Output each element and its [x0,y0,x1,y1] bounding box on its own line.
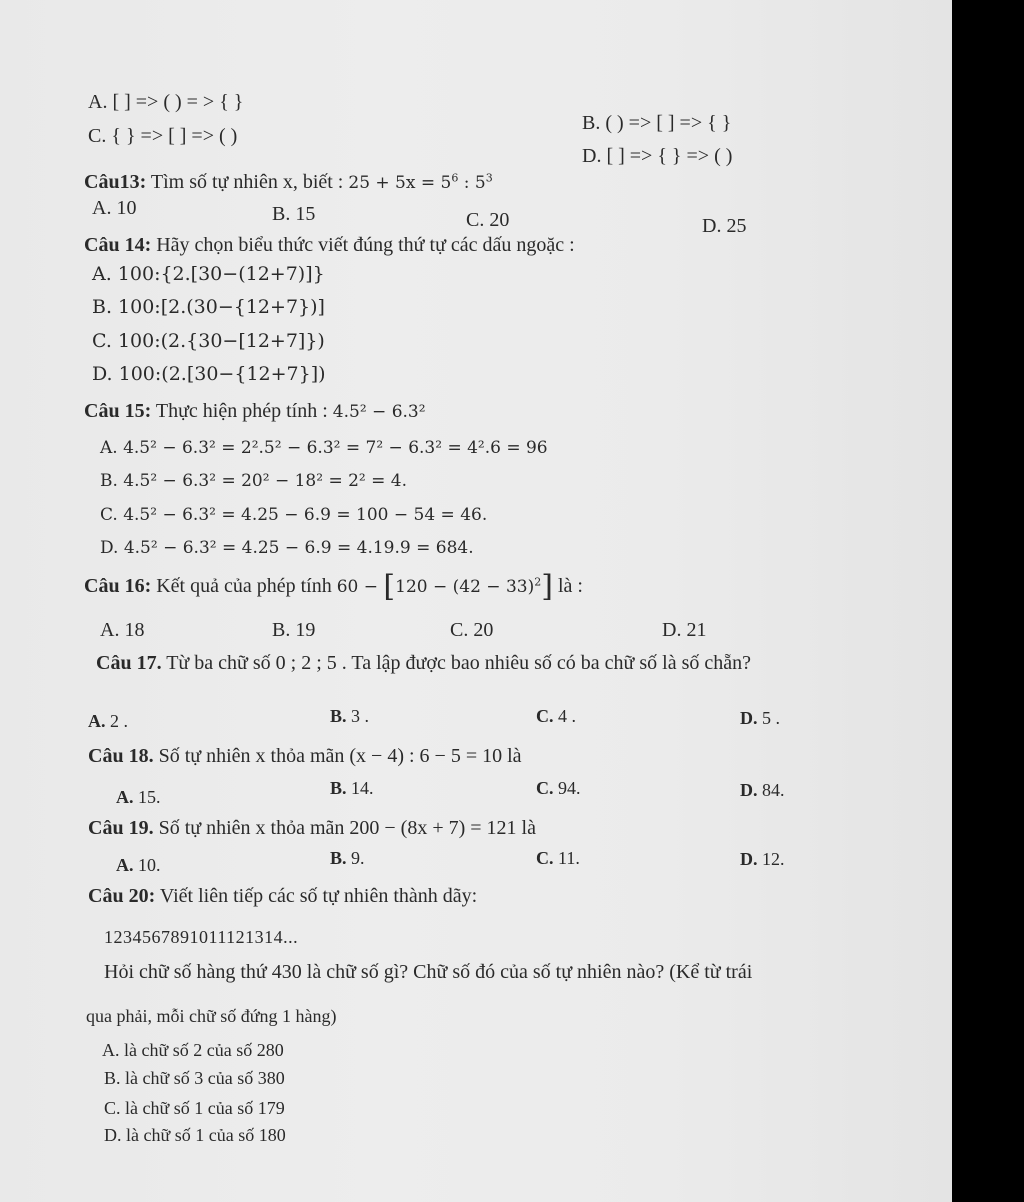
q15-option-c: C. 4.5² − 6.3² = 4.25 − 6.9 = 100 − 54 = 46. [100,505,488,525]
q13-option-d: D. 25 [702,215,747,237]
q15-option-a: A. 4.5² − 6.3² = 2².5² − 6.3² = 7² − 6.3² = 4².6 = 96 [100,438,548,458]
q16-option-c: C. 20 [450,619,494,641]
q19-option-b: B. 9. [330,848,365,868]
question-19 [88,816,536,840]
question-text: Tìm số tự nhiên x, biết : [150,171,344,193]
question-18 [88,744,522,768]
q19-option-c: C. 11. [536,848,580,868]
question-15 [84,399,426,424]
q17-option-a: A. 2 . [88,711,128,731]
q15-option-b: B. 4.5² − 6.3² = 20² − 18² = 2² = 4. [100,471,408,491]
top-option-a: A. [ ] => ( ) = > { } [88,91,244,113]
q14-option-b: B. 100:[2.(30−{12+7})] [92,296,325,318]
question-text: Từ ba chữ số 0 ; 2 ; 5 . Ta lập được bao nhiêu số có ba chữ số là số chẵn? [166,652,752,674]
q14-option-c: C. 100:(2.{30−[12+7]}) [92,330,325,352]
q18-option-a: A. 15. [116,787,161,807]
question-text: Viết liên tiếp các số tự nhiên thành dãy: [159,885,478,907]
q18-option-c: C. 94. [536,778,581,798]
top-option-d: D. [ ] => { } => ( ) [582,145,733,167]
q16-option-a: A. 18 [100,619,145,641]
question-16 [84,569,583,604]
question-text: Số tự nhiên x thỏa mãn 200 − (8x + 7) = 121 là [158,817,536,839]
math-expression: 4.5² − 6.3² [332,402,426,422]
q17-option-d: D. 5 . [740,708,780,728]
q20-option-d: D. là chữ số 1 của số 180 [104,1125,286,1145]
math-expression: $25 + 5x = 5^6$ : $5^3$ [348,171,493,193]
q13-option-c: C. 20 [466,209,510,231]
question-label: Câu 15: [84,400,152,422]
question-14 [84,233,575,257]
question-20 [88,884,477,908]
top-option-c: C. { } => [ ] => ( ) [88,125,238,147]
question-text: Số tự nhiên x thỏa mãn (x − 4) : 6 − 5 = 10 là [158,745,522,767]
q13-option-b: B. 15 [272,203,316,225]
q14-option-a: A. 100:{2.[30−(12+7)]} [92,263,325,285]
q20-option-c: C. là chữ số 1 của số 179 [104,1098,285,1118]
question-suffix: là : [557,575,583,597]
q19-option-a: A. 10. [116,855,161,875]
q18-option-b: B. 14. [330,778,374,798]
question-label: Câu 14: [84,234,152,256]
question-label: Câu 16: [84,575,152,597]
question-label: Câu 19. [88,817,154,839]
q20-option-b: B. là chữ số 3 của số 380 [104,1068,285,1088]
question-label: Câu 20: [88,885,156,907]
q20-question-line-1: Hỏi chữ số hàng thứ 430 là chữ số gì? Chữ số đó của số tự nhiên nào? (Kể từ trái [104,961,753,983]
question-label: Câu 17. [96,652,162,674]
q20-option-a: A. là chữ số 2 của số 280 [102,1040,284,1060]
q18-option-d: D. 84. [740,780,785,800]
question-text: Kết quả của phép tính [156,575,332,597]
q20-question-line-2: qua phải, mỗi chữ số đứng 1 hàng) [86,1006,337,1026]
question-13 [84,170,493,195]
q19-option-d: D. 12. [740,849,785,869]
q14-option-d: D. 100:(2.[30−{12+7}]) [92,363,326,385]
number-sequence: 1234567891011121314... [104,927,299,947]
question-label: Câu 18. [88,745,154,767]
question-17 [96,651,751,675]
q17-option-b: B. 3 . [330,706,370,726]
q16-option-d: D. 21 [662,619,707,641]
question-text: Thực hiện phép tính : [155,400,328,422]
question-label: Câu13: [84,171,147,193]
math-expression: $60 - [120 - (42 - 33)^2]$ [336,569,553,604]
q13-option-a: A. 10 [92,197,137,219]
top-option-b: B. ( ) => [ ] => { } [582,112,732,134]
q17-option-c: C. 4 . [536,706,576,726]
q15-option-d: D. 4.5² − 6.3² = 4.25 − 6.9 = 4.19.9 = 684. [100,538,474,558]
question-text: Hãy chọn biểu thức viết đúng thứ tự các dấu ngoặc : [156,234,575,256]
q16-option-b: B. 19 [272,619,316,641]
